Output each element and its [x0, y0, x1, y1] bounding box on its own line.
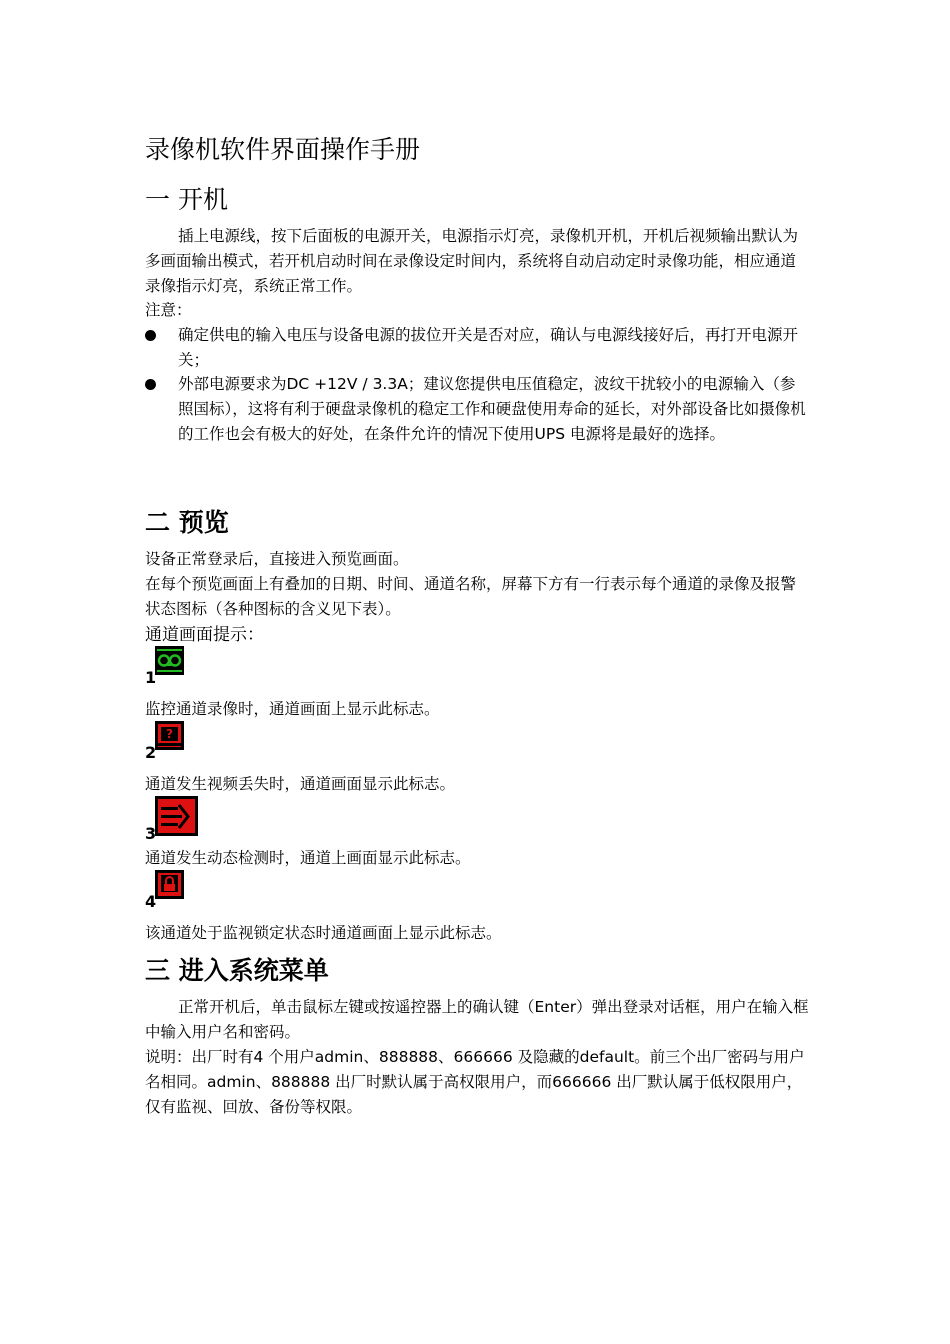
- video-loss-icon: [155, 721, 184, 750]
- item-number: 4: [145, 892, 157, 911]
- svg-text:?: ?: [166, 727, 173, 741]
- section-heading-system-menu: 三 进入系统菜单: [145, 956, 329, 985]
- record-icon: [155, 646, 184, 675]
- item-number: 2: [145, 743, 157, 762]
- motion-detect-icon: [155, 796, 198, 836]
- document-title: 录像机软件界面操作手册: [145, 135, 421, 164]
- bullet-dot: [145, 379, 156, 390]
- bullet-dot: [145, 330, 156, 341]
- item-description: 监控通道录像时，通道画面上显示此标志。: [145, 700, 440, 718]
- bullet-item-power-supply: 外部电源要求为DC +12V / 3.3A；建议您提供电压值稳定，波纹干扰较小的电源输入（参照国标），这将有利于硬盘录像机的稳定工作和硬盘使用寿命的延长，对外部设备比如摄像机的工作也会有极大的好处，在条件允许的情况下使用UPS 电源将是最好的选择。: [178, 375, 806, 443]
- preview-overlay-paragraph: 在每个预览画面上有叠加的日期、时间、通道名称，屏幕下方有一行表示每个通道的录像及报警状态图标（各种图标的含义见下表）。: [145, 575, 797, 618]
- bullet-item-voltage: 确定供电的输入电压与设备电源的拔位开关是否对应，确认与电源线接好后，再打开电源开关；: [178, 326, 799, 369]
- item-number: 3: [145, 824, 157, 843]
- item-description: 通道发生视频丢失时，通道画面显示此标志。: [145, 775, 456, 793]
- section-heading-preview: 二 预览: [145, 508, 229, 537]
- channel-hint-label: 通道画面提示：: [145, 625, 264, 645]
- preview-intro-line: 设备正常登录后，直接进入预览画面。: [145, 550, 409, 568]
- section-heading-power-on: 一 开机: [145, 185, 228, 214]
- default-users-paragraph: 说明：出厂时有4 个用户admin、888888、666666 及隐藏的default。前三个出厂密码与用户名相同。admin、888888 出厂时默认属于高权限用户，而666666 出厂默认属于低权限用户，仅有监视、回放、备份等权限。: [145, 1048, 805, 1116]
- login-paragraph: 正常开机后，单击鼠标左键或按遥控器上的确认键（Enter）弹出登录对话框，用户在输入框中输入用户名和密码。: [145, 998, 809, 1041]
- note-label: 注意：: [145, 301, 192, 319]
- lock-icon: [155, 870, 184, 899]
- power-on-paragraph: 插上电源线，按下后面板的电源开关，电源指示灯亮，录像机开机，开机后视频输出默认为多画面输出模式，若开机启动时间在录像设定时间内，系统将自动启动定时录像功能，相应通道录像指示灯亮，系统正常工作。: [145, 227, 799, 295]
- item-description: 该通道处于监视锁定状态时通道画面上显示此标志。: [145, 924, 502, 942]
- item-number: 1: [145, 668, 157, 687]
- item-description: 通道发生动态检测时，通道上画面显示此标志。: [145, 849, 471, 867]
